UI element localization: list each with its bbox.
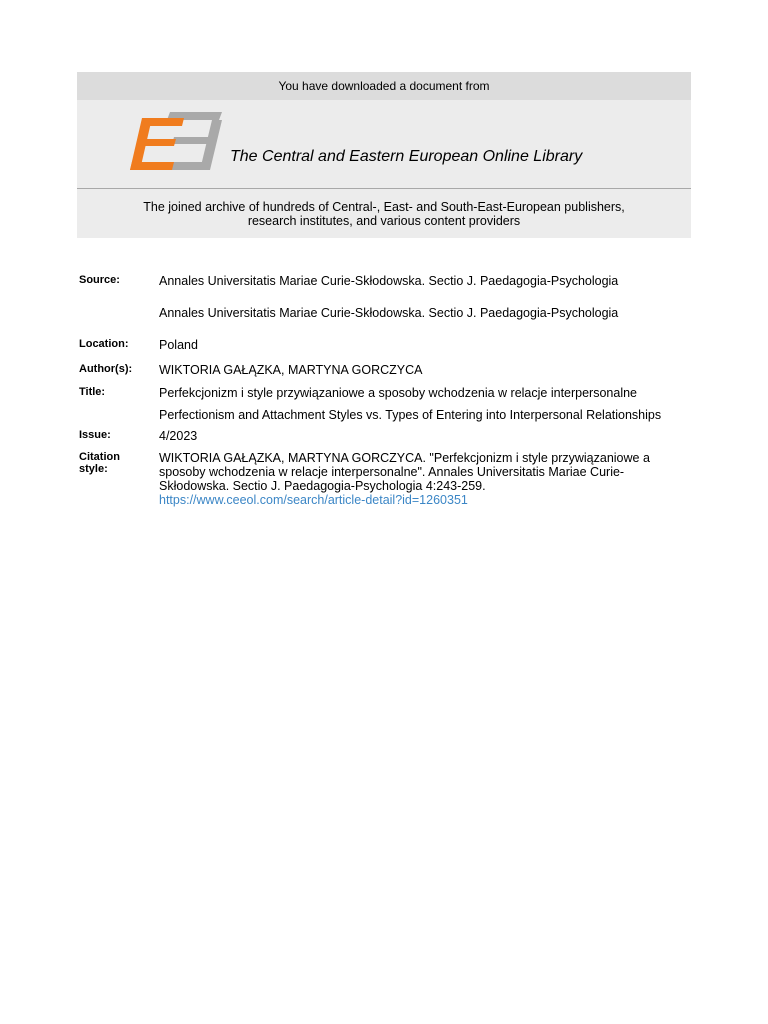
description-line: research institutes, and various content providers bbox=[247, 214, 521, 228]
title-value-translated: Perfectionism and Attachment Styles vs. Types of Entering into Interpersonal Relationships bbox=[159, 408, 662, 422]
ceeol-banner bbox=[77, 72, 691, 238]
source-value: Annales Universitatis Mariae Curie-Skłodowska. Sectio J. Paedagogia-Psychologia bbox=[159, 274, 619, 288]
citation-line: Skłodowska. Sectio J. Paedagogia-Psychologia 4:243-259. bbox=[159, 479, 486, 493]
authors-label: Author(s): bbox=[79, 363, 133, 375]
citation-label bbox=[79, 451, 149, 475]
source-label: Source: bbox=[79, 274, 120, 286]
title-value: Perfekcjonizm i style przywiązaniowe a sposoby wchodzenia w relacje interpersonalne bbox=[159, 386, 638, 400]
location-label: Location: bbox=[79, 338, 129, 350]
citation-line: sposoby wchodzenia w relacje interpersonalne". Annales Universitatis Mariae Curie- bbox=[159, 465, 625, 479]
citation-label-line: Citation bbox=[79, 451, 120, 463]
citation-value bbox=[159, 451, 689, 507]
issue-value: 4/2023 bbox=[159, 429, 198, 443]
citation-link[interactable]: https://www.ceeol.com/search/article-detail?id=1260351 bbox=[159, 493, 468, 507]
logo-row bbox=[77, 100, 691, 188]
issue-label: Issue: bbox=[79, 429, 111, 441]
citation-label-line: style: bbox=[79, 463, 108, 475]
location-value: Poland bbox=[159, 338, 198, 352]
description-line: The joined archive of hundreds of Central-, East- and South-East-European publishers, bbox=[143, 200, 625, 214]
citation-line: WIKTORIA GAŁĄZKA, MARTYNA GORCZYCA. "Perfekcjonizm i style przywiązaniowe a bbox=[159, 451, 650, 465]
library-title: The Central and Eastern European Online Library bbox=[230, 148, 583, 165]
source-value: Annales Universitatis Mariae Curie-Skłodowska. Sectio J. Paedagogia-Psychologia bbox=[159, 306, 619, 320]
downloaded-notice: You have downloaded a document from bbox=[77, 72, 691, 100]
title-label: Title: bbox=[79, 386, 106, 398]
ceeol-logo-icon bbox=[130, 112, 222, 170]
authors-value: WIKTORIA GAŁĄZKA, MARTYNA GORCZYCA bbox=[159, 363, 423, 377]
archive-description bbox=[77, 189, 691, 228]
